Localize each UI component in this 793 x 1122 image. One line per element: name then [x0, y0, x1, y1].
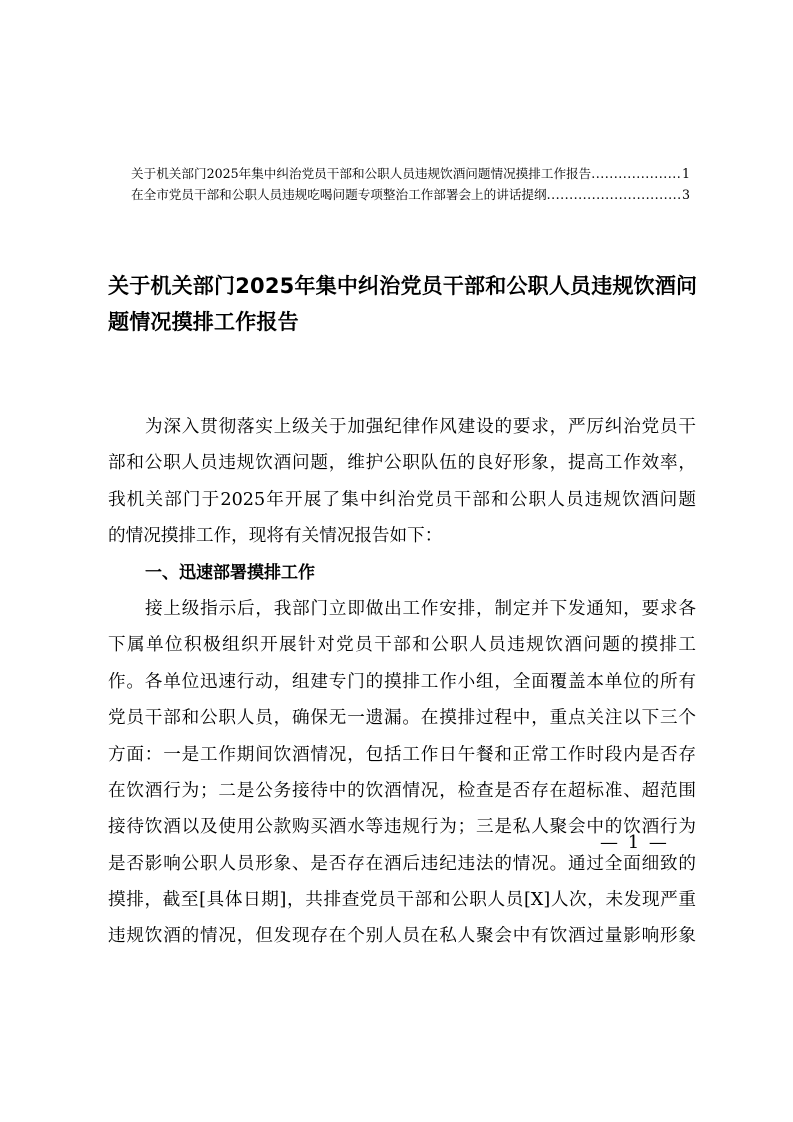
toc-entry[interactable]: [131, 184, 690, 205]
text-line: 部和公职人员违规饮酒问题，维护公职队伍的良好形象，提高工作效率，: [108, 453, 696, 474]
toc-entry-title: 关于机关部门2025年集中纠治党员干部和公职人员违规饮酒问题情况摸排工作报告: [131, 166, 592, 181]
text-line: 下属单位积极组织开展针对党员干部和公职人员违规饮酒问题的摸排工: [108, 635, 696, 656]
text-line: 的情况摸排工作，现将有关情况报告如下：: [108, 526, 443, 547]
text-line: 在饮酒行为；二是公务接待中的饮酒情况，检查是否存在超标准、超范围: [108, 780, 696, 801]
text-line: 摸排，截至[具体日期]，共排查党员干部和公职人员[X]人次，未发现严重: [108, 890, 696, 911]
toc-leader-dots: [591, 163, 681, 184]
document-title: [108, 268, 698, 340]
text-line: 是否影响公职人员形象、是否存在酒后违纪违法的情况。通过全面细致的: [108, 853, 696, 874]
text-line: 方面：一是工作期间饮酒情况，包括工作日午餐和正常工作时段内是否存: [108, 744, 696, 765]
document-title-line: 关于机关部门2025年集中纠治党员干部和公职人员违规饮酒问: [108, 274, 698, 298]
toc-entry-title: 在全市党员干部和公职人员违规吃喝问题专项整治工作部署会上的讲话提纲: [131, 187, 547, 202]
text-line: 作。各单位迅速行动，组建专门的摸排工作小组，全面覆盖本单位的所有: [108, 671, 696, 692]
section1-paragraph: [108, 591, 696, 955]
page-number: — 1 —: [600, 832, 669, 853]
document-body: [108, 409, 696, 955]
text-line: 接上级指示后，我部门立即做出工作安排，制定并下发通知，要求各: [145, 598, 696, 619]
section-heading: 一、迅速部署摸排工作: [145, 562, 315, 583]
text-line: 为深入贯彻落实上级关于加强纪律作风建设的要求，严厉纠治党员干: [145, 417, 696, 437]
toc-entry-page: 3: [681, 187, 690, 202]
text-line: 党员干部和公职人员，确保无一遗漏。在摸排过程中，重点关注以下三个: [108, 708, 696, 729]
text-line: 接待饮酒以及使用公款购买酒水等违规行为；三是私人聚会中的饮酒行为: [108, 817, 696, 838]
intro-paragraph: [108, 409, 696, 555]
text-line: 我机关部门于2025年开展了集中纠治党员干部和公职人员违规饮酒问题: [108, 489, 696, 510]
toc-entry-page: 1: [681, 166, 690, 181]
text-line: 违规饮酒的情况，但发现存在个别人员在私人聚会中有饮酒过量影响形象: [108, 926, 696, 947]
toc-leader-dots: [547, 184, 681, 205]
toc-entry[interactable]: [131, 163, 690, 184]
document-title-line: 题情况摸排工作报告: [108, 310, 299, 334]
table-of-contents: [131, 163, 690, 205]
